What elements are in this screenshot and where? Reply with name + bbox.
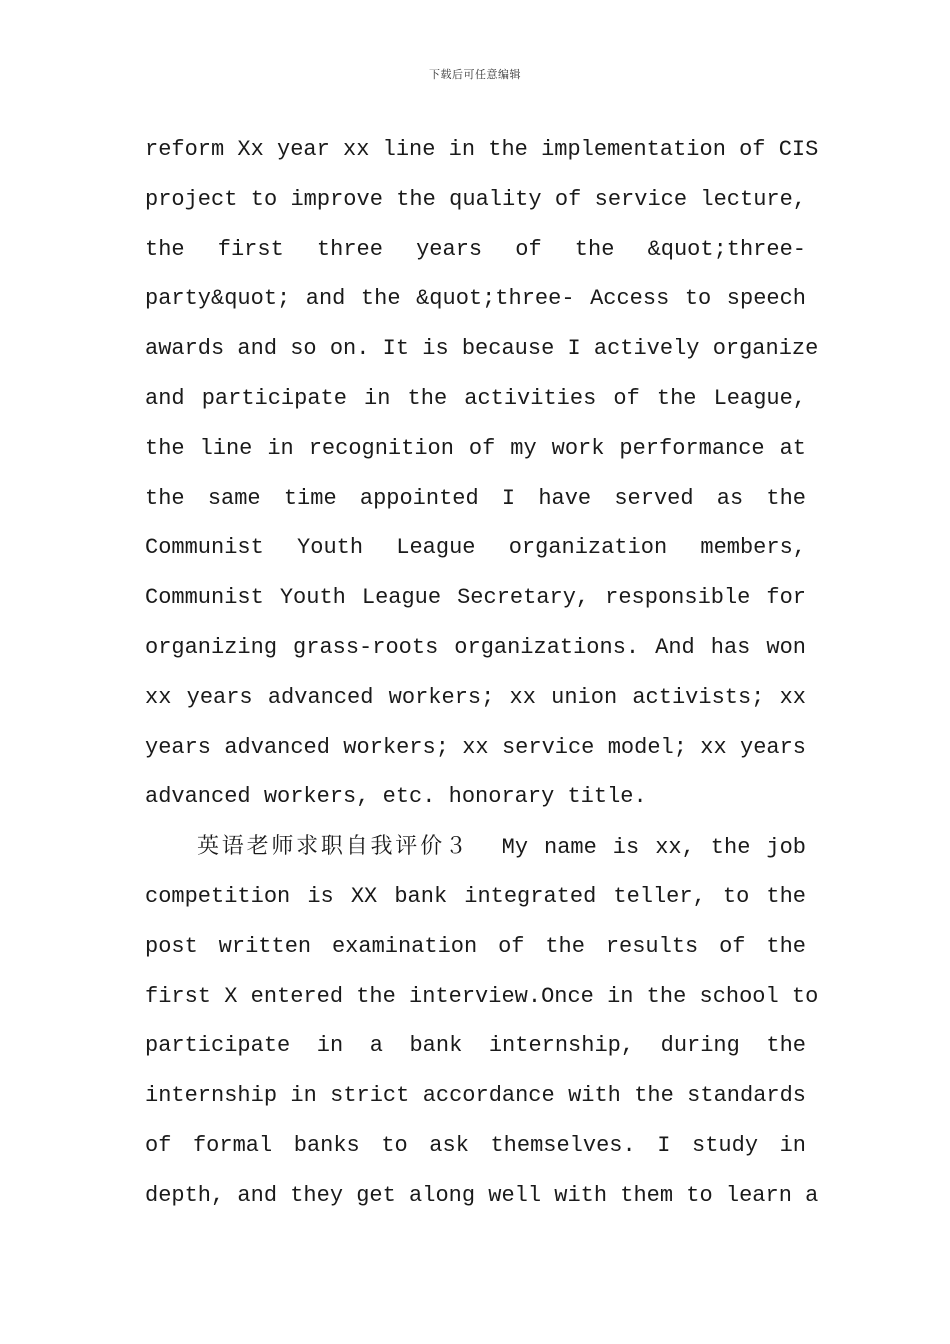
text-line: post written examination of the results of the [145,933,806,959]
section-heading: 英语老师求职自我评价３ [197,834,470,860]
header-note: 下载后可任意编辑 [429,68,521,81]
text-line: first X entered the interview.Once in the school to [145,983,819,1009]
text-line: of formal banks to ask themselves. I study in [145,1132,806,1158]
text-line: Communist Youth League Secretary, responsible for [145,585,806,611]
text-span: My name is xx, the job [469,835,806,861]
paragraph-heading-line [145,822,806,872]
text-line: advanced workers, etc. honorary title. [145,784,647,810]
text-line: competition is XX bank integrated teller, to the [145,883,806,909]
text-line: the same time appointed I have served as the [145,485,806,511]
text-line: the line in recognition of my work performance at [145,435,806,461]
text-line: depth, and they get along well with them to learn a [145,1182,819,1208]
text-line: and participate in the activities of the League, [145,385,806,411]
text-line: years advanced workers; xx service model; xx years [145,734,806,760]
text-line: project to improve the quality of service lecture, [145,186,806,212]
text-line: participate in a bank internship, during the [145,1033,806,1059]
text-line: the first three years of the &quot;three- [145,236,806,262]
text-line: party&quot; and the &quot;three- Access to speech [145,286,806,312]
text-line: Communist Youth League organization members, [145,535,806,561]
text-line: xx years advanced workers; xx union activists; xx [145,684,806,710]
text-line: reform Xx year xx line in the implementation of CIS [145,137,819,162]
text-line: awards and so on. It is because I actively organize [145,336,819,362]
text-line: internship in strict accordance with the standards [145,1083,806,1109]
document-body [145,125,819,1221]
text-line: organizing grass-roots organizations. And has won [145,634,806,660]
